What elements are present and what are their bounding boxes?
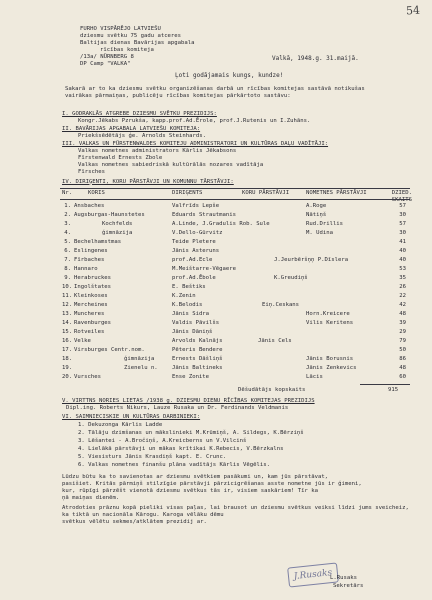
closing-line: svētkus vēlētu sekmes/atklātem prezidij ar.	[62, 519, 207, 525]
total-count: 915	[388, 387, 399, 393]
closing-line: pasišiet. Kritās pārmiņš stilzīgie pārstāvji pārzicigrēšanas asste nometne jūs ir ģimeni,	[62, 481, 362, 487]
place-and-date: Valkā, 1948.g. 31.maijā.	[272, 55, 359, 62]
section-heading: III. VALKAS UN FÜRSTENWALDES KOMITEJU ADMINISTRATORI UN KULTŪRAS DAĻU VADĪTĀJI:	[62, 141, 329, 147]
table-row: 14. Ravenburges Valdis Pāvilšs Vilis Keritens 39	[62, 320, 406, 326]
closing-line: ņā maiņas dienēm.	[62, 495, 120, 501]
section-heading: VI. SAIMNIECISKIE UN KULTŪRAS DARBINIEKI:	[62, 414, 201, 420]
total-label: Dēšudātājs kopskaits	[238, 387, 306, 393]
letterhead-line: rīcības komiteja	[100, 46, 154, 53]
section-line: 2. Tālāju dzimšanas un mākslinieki M.Krūmiņš, A. Sildegs, K.Bērziņš	[78, 430, 304, 436]
table-row: 10. Ingolštates E. Beštiks 26	[62, 284, 406, 290]
section-heading: I. GODRAKLĀS ATGREBE DZIESMU SVĒTKU PREZIDIJS:	[62, 111, 217, 117]
section-heading: II. BAVĀRIJAS APGABALA LATVIEŠU KOMITEJA:	[62, 126, 201, 132]
table-row: 20. Vursches Ense Zonite Lācis 60	[62, 374, 406, 380]
table-row: 18. ģimnāzija Ernests Dāšliņš Jānis Borusnis 86	[62, 356, 406, 362]
column-header-camp-reps: NOMETNES PĀRSTĀVJI	[306, 190, 367, 196]
letterhead-organisation	[80, 26, 195, 68]
section-heading: IV. DIRIĢENTI, KORU PĀRSTĀVJI UN KOMUNNU TĀRSTĀVJI:	[62, 179, 234, 185]
closing-line: Lūdzu būtu ka to savienotas ar dziesmu svētkiem pasākumi un, kam jūs pārstāvat,	[62, 474, 329, 480]
column-header-count: DZIED. SKAITS	[391, 190, 412, 203]
column-header-conductor: DIRIĢENTS	[172, 190, 203, 196]
table-row: 4. ģimnāzija V.Dello-Gūrvitz M. Udina 30	[64, 230, 406, 236]
section-line: 1. Dekuzonga Kārlis Ladde	[78, 422, 163, 428]
letterhead-line: dziesmu svētku 75 gadu atceres	[80, 32, 182, 39]
section-line: Priekšsēdētājs ģe. Arnolds Steinhards.	[78, 133, 206, 139]
table-row: 19. Zienelu n. Jānis Baltineks Jānis Zenkevics 48	[62, 365, 406, 371]
section-line: Dipl.ing. Roberts Nikurs, Lauze Rusaka un Dr. Ferdinands Veldmanis	[66, 405, 289, 411]
section-line: 6. Valkas nometnes finanšu plāna vadītājs Kārlis Vēgēlis.	[78, 462, 270, 468]
table-row: 1. Ansbaches Valfrīds Lepše A.Roge 57	[64, 203, 406, 209]
letterhead-line: FURHO VISPĀRĒJO LATVIEŠU	[80, 26, 161, 32]
column-header-number: Nr.	[62, 190, 73, 196]
table-row: 6. Eslingenes Jānis Asteruns 40	[64, 248, 406, 254]
table-row: 16. Velke Arvolds Kalnājs Jānis Cels 79	[62, 338, 406, 344]
section-line: Fīrstenwald Ernests Zbole	[78, 155, 163, 161]
closing-line: Atrodoties prāznu kopā pieliki visas paļas, lai brausot un dziesmu svētkus veiksi līdzi jums sveicheiz, ka tiktā un nacionāla Kārogu. Karoga vēlāku dēmu	[62, 505, 409, 518]
intro-paragraph: Sakarā ar to ka dziesmu svētku organizēšanas darbā un rīcības komitejas sastāvā notikušas vairākas pārmaiņas, publicēju rīcības komitejas pārkārtoto sastāvu:	[65, 86, 365, 99]
section-line: 3. Lēšantei - A.Bročiņš, A.Kreicberns un V.Vilcinš	[78, 438, 247, 444]
column-header-choir-reps: KORU PĀRSTĀVJI	[242, 190, 290, 196]
table-row: 3. Kochfelds A.Linde, J.Gradulis Rob. Sule Rud.Drillis 57	[64, 221, 406, 227]
section-line: Valkas nometnes administrators Kārlis Jēkabsons	[78, 148, 237, 154]
signatory-title: Sekretārs	[333, 583, 364, 589]
table-row: 7. Fīrbaches prof.Ad.Ecle J.Jeurbēršņņ P.Dīslera 40	[64, 257, 406, 263]
signatory-name: L.Rusaks	[330, 575, 357, 581]
page-number: 54	[405, 3, 421, 18]
table-row: 15. Rotveiles Jānis Dāniņš 29	[62, 329, 406, 335]
closing-line: kur, rūpīgi pārzēšt vienotā dziesmu svētkus tās ir, visiem saskāriem! Tīr ka	[62, 488, 318, 494]
table-row: 11. Kleinkoses K.Zenin 22	[62, 293, 406, 299]
table-row: 2. Augsburgas-Haunstetes Eduards Strautmanis Nātiņš 30	[64, 212, 406, 218]
section-line: Valkas nometnes sabiedriskā kultūrālās nozares vadītāja	[78, 162, 264, 168]
column-header-choir: KORIS	[88, 190, 105, 196]
table-row: 5. Bechelhamstmas Teide Pletere 41	[64, 239, 406, 245]
table-row: 13. Muncheres Jānis Sidra Horn.Kreicere 48	[62, 311, 406, 317]
section-heading: V. VIRTTNS NORIES LIETAS /1938 g. DZIESMU DIENU RĪCĪBAS KOMITEJAS PREZIDIJS	[62, 398, 315, 404]
table-row: 9. Herabruckes prof.Ad.Ēbole K.Greudiņš 35	[64, 275, 406, 281]
letterhead-line: DP Camp "VALKA"	[80, 60, 131, 67]
section-line: Kongr.Jēkabs Pzrukša, kapp.prof.Ad.Ērole, prof.J.Rutenis un I.Zuhāns.	[78, 118, 311, 124]
table-row: 12. Mercheines K.Belodis Eiņ.Ceskans 42	[62, 302, 406, 308]
section-line: 4. Lielākā pārstāvji un mākas krītikai K.Rebecis, V.Bērzkalns	[78, 446, 284, 452]
section-line: Fīrsches	[78, 169, 105, 175]
signature-stamp: J.Rusaks	[287, 562, 339, 587]
table-row: 17. Virsburges Centr.nom. Pēteris Bendere 50	[62, 347, 406, 353]
greeting: Ļoti godājamais kungs, kundze!	[175, 72, 284, 79]
table-header	[62, 190, 412, 203]
letterhead-line: /13a/ NÜRNBERG 8	[80, 53, 134, 60]
letterhead-line: Baltijas dienas Bavārijas apgabala	[80, 39, 195, 46]
table-row: 8. Hannaro M.Meištarre-Vēgaere 53	[64, 266, 406, 272]
section-line: 5. Viesisturs Jānis Krasdiņš kapt. E. Crunc.	[78, 454, 227, 460]
